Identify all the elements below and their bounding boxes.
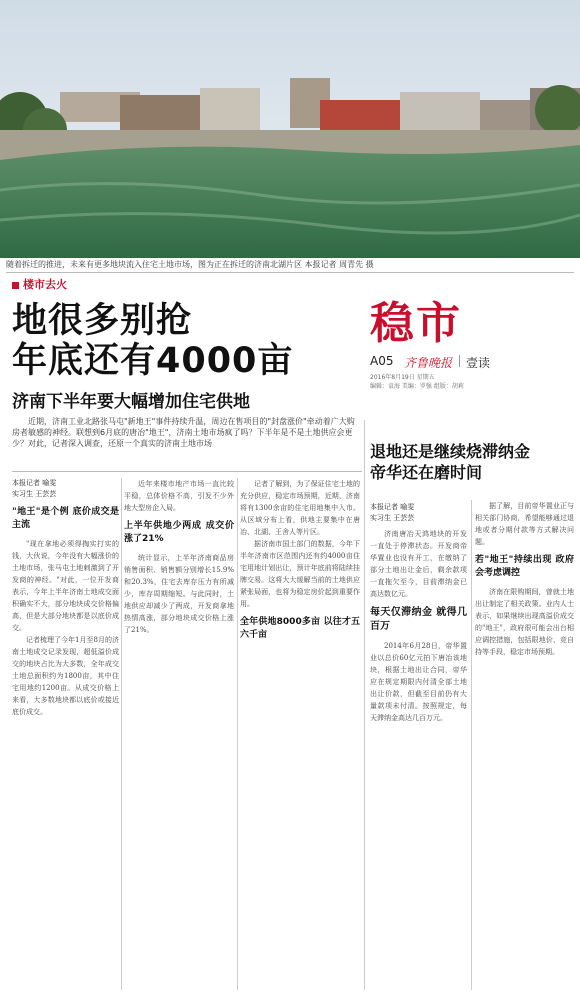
paragraph: 据了解，目前帝华置业正与相关部门协商，希望能够通过退地或者分期付款等方式解决问题。 (475, 502, 574, 546)
right-headline-line-1: 退地还是继续烧滞纳金 (370, 442, 531, 461)
column-divider (364, 420, 365, 990)
page-section-title: 稳市 (370, 298, 462, 349)
page-category: 壹读 (466, 356, 491, 370)
subheading: 若"地王"持续出现 政府会考虑调控 (475, 555, 574, 578)
editors-line: 编辑：袁海 美编：罗强 组版：胡莉 (370, 383, 464, 390)
subheading: 每天仅滞纳金 就得几百万 (370, 607, 467, 632)
subheading: "地王"是个例 底价成交是主流 (12, 507, 119, 530)
right-article-column-2 (475, 500, 574, 990)
subheading: 上半年供地少两成 成交价涨了21% (124, 521, 234, 544)
subheading: 全年供地8000多亩 以往才五六千亩 (240, 617, 360, 640)
paragraph: 统计显示，上半年济南商品房销售面积、销售额分别增长15.9%和20.3%，住宅去库存压力有所减少，库存周期缩短。与此同时，土地供应却减少了两成，开发商拿地热情高涨，部分地块成交价格上涨了21%。 (124, 554, 234, 634)
byline-reporter: 本报记者 喻雯 (370, 503, 415, 511)
headline-line-1: 地很多别抢 (12, 301, 193, 341)
paragraph: 济南在限购期间，曾就土地出让制定了相关政策。业内人士表示，如果继续出现高溢价成交的"地王"，政府很可能会出台相应调控措施，包括限地价、竞自持等手段，稳定市场预期。 (475, 588, 574, 656)
column-divider (471, 500, 472, 990)
article-column-3 (240, 478, 360, 990)
date-line: 2016年8月19日 星期五 (370, 374, 435, 381)
paragraph: 记者了解到，为了保证住宅土地的充分供应，稳定市场预期，近期，济南将有1300余亩的住宅用地集中入市。从区域分布上看，供地主要集中在唐冶、北湖、王舍人等片区。 (240, 480, 360, 536)
right-article-headline (370, 441, 530, 483)
divider (12, 471, 362, 472)
paragraph: 据济南市国土部门的数据，今年下半年济南市区范围内还有约4000亩住宅用地计划出让，预计年底前将陆续挂牌交易。这将大大缓解当前的土地供应紧张局面，也将为稳定房价起到重要作用。 (240, 540, 360, 608)
article-column-1 (12, 478, 119, 990)
byline-reporter: 本报记者 喻雯 (12, 479, 57, 487)
paragraph: 近年来楼市地产市场一直比较平稳，总体价格不高，引发不少外地大型房企入局。 (124, 480, 234, 512)
news-photo (0, 0, 580, 258)
paragraph: 2014年6月28日，帝华置业以总价60亿元拍下唐冶该地块，根据土地出让合同，帝华应在规定期限内付清全部土地出让价款，但截至目前仍有大量款项未付清。按照规定，每天滞纳金高达几百万元。 (370, 642, 467, 722)
column-divider (121, 478, 122, 990)
section-tag (12, 276, 67, 292)
newspaper-name: 齐鲁晚报 (404, 356, 453, 370)
divider (6, 272, 574, 273)
right-byline (370, 502, 414, 524)
page-number: A05 (370, 354, 394, 368)
headline-subtitle: 济南下半年要大幅增加住宅供地 (12, 392, 250, 412)
article-column-2 (124, 478, 234, 990)
byline-intern: 实习生 王芸芸 (12, 490, 57, 498)
red-square-icon (12, 282, 19, 289)
column-divider (237, 478, 238, 990)
paragraph: 记者梳理了今年1月至8月的济南土地成交记录发现，超低溢价成交的地块占比为大多数，全年成交土地总面积约为1800亩，其中住宅用地约1200亩。从成交价格上来看，大多数地块都以底价或接近底价成交。 (12, 636, 119, 716)
right-headline-line-2: 帝华还在磨时间 (370, 463, 483, 482)
divider (459, 355, 460, 367)
intro-paragraph: 近期，济南工业北路张马屯"新地王"事件持续升温，周边在售项目的"封盘涨价"牵动着广大购房者敏感的神经。联想到6月底的唐冶"地王"，济南土地市场疯了吗？下半年是不是土地供应会更少？对此，记者深入调查，还原一个真实的济南土地市场 (12, 417, 355, 448)
headline-line-2: 年底还有4000亩 (12, 341, 294, 381)
demolition-site-photo (0, 0, 580, 258)
paragraph: 济南唐冶天鸿地块的开发一直处于停滞状态。开发商帝华置业也没有开工，在缴纳了部分土地出让金后，剩余款项一直拖欠至今，目前滞纳金已高达数亿元。 (370, 530, 467, 598)
paragraph: "现在拿地必须得掏实打实的钱，大伙说，今年没有大幅涨价的土地市场，张马屯土地刺激到了开发商的神经。"对此，一位开发商表示，今年上半年济南土地成交面积确实不大，部分地块成交价格偏高，但是大部分地块都是以底价成交。 (12, 540, 119, 632)
section-tag-label: 楼市去火 (23, 278, 67, 291)
right-article-column-1 (370, 528, 467, 990)
page-label (370, 300, 570, 348)
photo-caption: 随着拆迁的推进，未来有更多地块流入住宅土地市场，图为正在拆迁的济南北湖片区 本报记者 周青先 摄 (6, 260, 374, 269)
byline-intern: 实习生 王芸芸 (370, 514, 415, 522)
